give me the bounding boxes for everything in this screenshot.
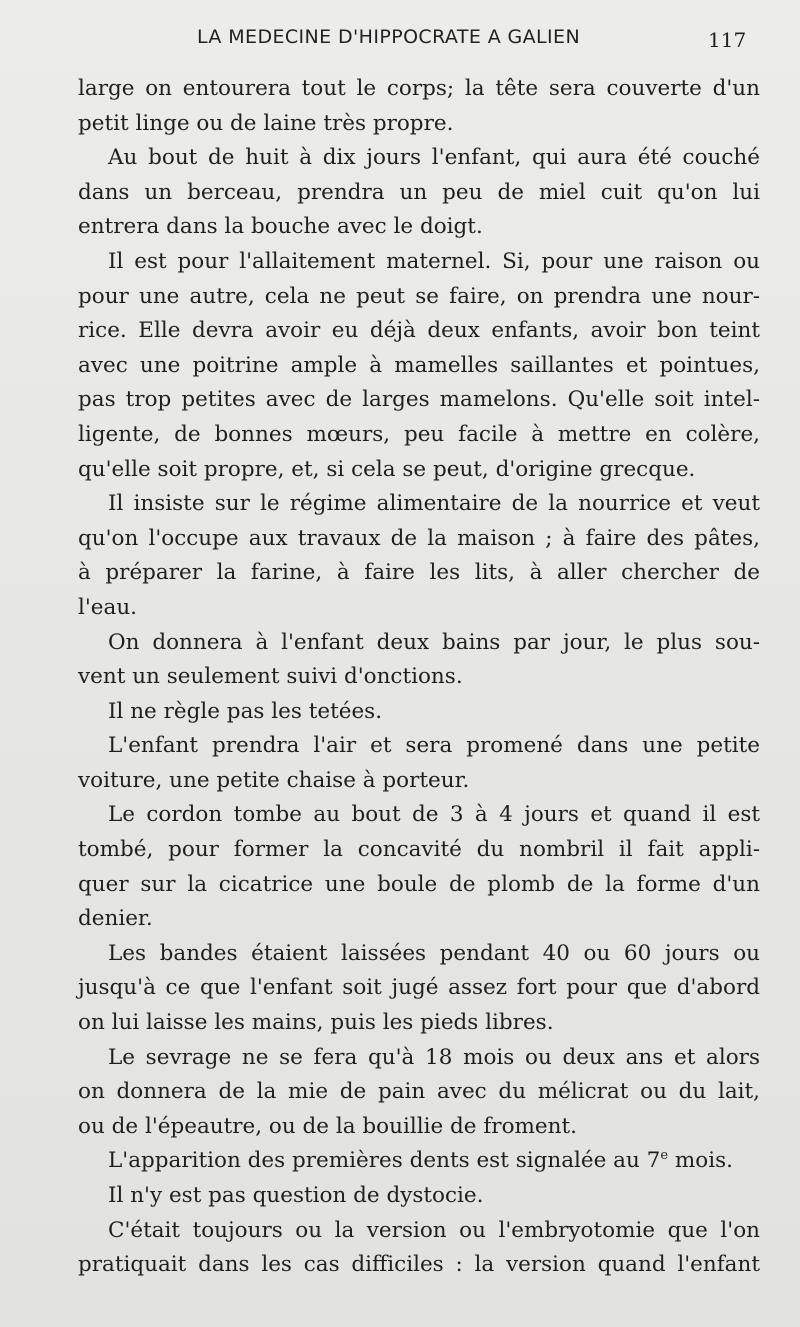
text-line: dans un berceau, prendra un peu de miel cuit qu'on lui xyxy=(78,179,760,205)
text-line: pour une autre, cela ne peut se faire, on prendra une nour- xyxy=(78,283,760,309)
text-line: pratiquait dans les cas difficiles : la version quand l'enfant xyxy=(78,1252,760,1278)
text-line: petit linge ou de laine très propre. xyxy=(78,110,454,136)
text-line: Il ne règle pas les tetées. xyxy=(108,698,383,724)
text-line: on donnera de la mie de pain avec du mélicrat ou du lait, xyxy=(78,1079,760,1105)
text-line: Il insiste sur le régime alimentaire de la nourrice et veut xyxy=(108,491,760,517)
text-line: C'était toujours ou la version ou l'embryotomie que l'on xyxy=(108,1217,760,1243)
text-line: vent un seulement suivi d'onctions. xyxy=(78,664,463,690)
text-line: Au bout de huit à dix jours l'enfant, qui aura été couché xyxy=(108,145,760,171)
text-line: Le cordon tombe au bout de 3 à 4 jours et quand il est xyxy=(108,802,760,828)
text-line: qu'elle soit propre, et, si cela se peut, d'origine grecque. xyxy=(78,456,696,482)
text-line: On donnera à l'enfant deux bains par jour, le plus sou- xyxy=(108,629,760,655)
text-line: L'enfant prendra l'air et sera promené dans une petite xyxy=(108,733,760,759)
text-line: avec une poitrine ample à mamelles saillantes et pointues, xyxy=(78,352,760,378)
text-line: quer sur la cicatrice une boule de plomb de la forme d'un xyxy=(78,871,760,897)
text-line: Les bandes étaient laissées pendant 40 ou 60 jours ou xyxy=(108,940,760,966)
text-line: à préparer la farine, à faire les lits, à aller chercher de xyxy=(78,560,760,586)
text-line: on lui laisse les mains, puis les pieds libres. xyxy=(78,1010,554,1036)
text-line: ou de l'épeautre, ou de la bouillie de froment. xyxy=(78,1113,577,1139)
text-line: Il est pour l'allaitement maternel. Si, pour une raison ou xyxy=(108,248,760,274)
text-line: large on entourera tout le corps; la tête sera couverte d'un xyxy=(78,76,760,101)
text-line: jusqu'à ce que l'enfant soit jugé assez fort pour que d'abord xyxy=(78,975,760,1001)
running-head-title: LA MEDECINE D'HIPPOCRATE A GALIEN xyxy=(197,26,581,48)
text-line: Il n'y est pas question de dystocie. xyxy=(108,1183,484,1208)
text-line: tombé, pour former la concavité du nombril il fait appli- xyxy=(78,837,760,863)
body-text xyxy=(78,72,760,1283)
running-head xyxy=(0,26,800,60)
text-line: l'eau. xyxy=(78,594,138,620)
page-number: 117 xyxy=(708,28,747,52)
text-line: rice. Elle devra avoir eu déjà deux enfants, avoir bon teint xyxy=(78,318,760,344)
text-line: ligente, de bonnes mœurs, peu facile à mettre en colère, xyxy=(78,421,760,447)
text-line: pas trop petites avec de larges mamelons. Qu'elle soit intel- xyxy=(78,387,760,413)
text-line: denier. xyxy=(78,906,153,932)
text-line: qu'on l'occupe aux travaux de la maison ; à faire des pâtes, xyxy=(78,525,760,551)
text-line: L'apparition des premières dents est signalée au 7e mois. xyxy=(108,1148,733,1174)
text-line: Le sevrage ne se fera qu'à 18 mois ou deux ans et alors xyxy=(108,1044,760,1070)
text-line: entrera dans la bouche avec le doigt. xyxy=(78,214,483,240)
text-line: voiture, une petite chaise à porteur. xyxy=(78,767,470,793)
